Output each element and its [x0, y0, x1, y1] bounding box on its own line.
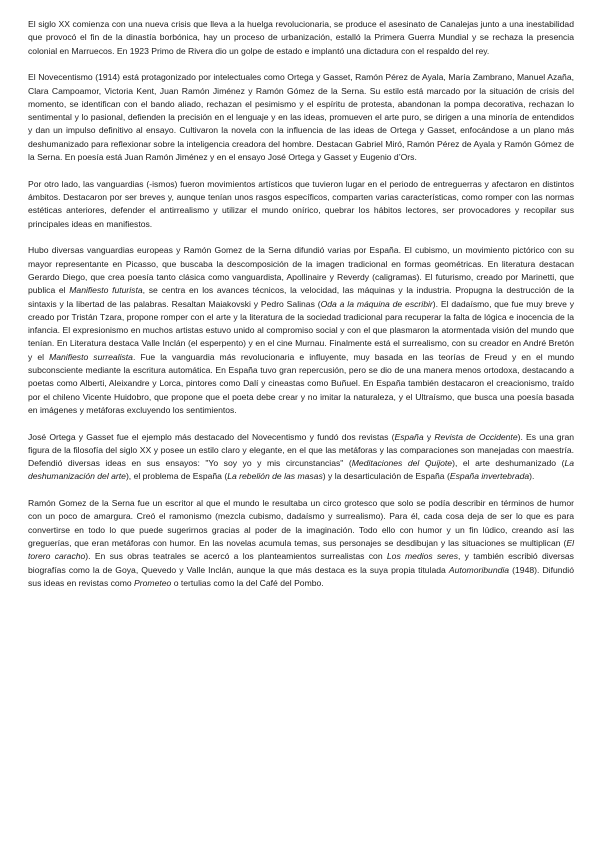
- paragraph-novecentismo: [28, 71, 574, 164]
- text-run: y: [423, 431, 435, 442]
- document-body: [28, 18, 574, 590]
- text-run: El Novecentismo (1914) está protagonizado por intelectuales como Ortega y Gasset, Ramón Pérez de Ayala, María Zambrano, Manuel Azaña, Clara Campoamor, Victoria Kent, Juan Ramón Jiménez y Ramón Gómez de la Serna. Su estilo está marcado por la situación de crisis del momento, se identifican con el bando aliado, rechazan el pesimismo y el espíritu de protesta, abandonan la pompa decorativa, rechazan lo sentimental y lo pasional, defienden la precisión en el lenguaje y en las ideas, promueven el arte puro, se dirigen a una minoría de entendidos y dan un impulso definitivo al ensayo. Cultivaron la novela con la influencia de las ideas de Ortega y Gasset, enfocándose a un plano más deshumanizado para reflexionar sobre la inteligencia creadora del hombre. Destacan Gabriel Miró, Ramón Pérez de Ayala y Ramón Gómez de la Serna. En poesía está Juan Ramón Jiménez y en el ensayo José Ortega y Gasset y Eugenio d’Ors.: [28, 72, 574, 163]
- italic-title-text: Manifiesto futurista: [69, 285, 143, 296]
- paragraph-ortega-y-gasset: [28, 431, 574, 484]
- italic-title-text: Prometeo: [134, 577, 172, 588]
- italic-title-text: La rebelión de las masas: [227, 471, 323, 482]
- text-run: ), el arte deshumanizado (: [452, 458, 565, 469]
- paragraph-context: [28, 18, 574, 58]
- paragraph-vanguardias: [28, 178, 574, 231]
- text-run: ), el problema de España (: [125, 471, 228, 482]
- italic-title-text: España invertebrada: [449, 471, 530, 482]
- italic-title-text: Manifiesto surrealista: [49, 351, 133, 362]
- text-run: Ramón Gomez de la Serna fue un escritor al que el mundo le resultaba un circo grotesco que solo se podía describir en términos de humor con un poco de amargura. Creó el ramonismo (mezcla cubismo, dadaísmo y surrealismo). Para él, cada cosa deja de ser lo que es para convertirse en todo lo que puede sugerirnos gracias al poder de la imaginación. Todo ello con humor y un fin lúdico, creando así las greguerías, que eran metáforas con humor. En las novelas acumula temas, sus personajes se desdibujan y las situaciones se multiplican (: [28, 498, 574, 549]
- paragraph-gomez-de-la-serna: [28, 497, 574, 590]
- text-run: , y también escribió diversas biografías como la de Goya, Quevedo y Valle Inclán, aunque la que más destaca es la suya propia titulada: [28, 551, 574, 575]
- text-run: ).: [529, 471, 535, 482]
- text-run: o tertulias como la del Café del Pombo.: [171, 577, 324, 588]
- italic-title-text: España: [394, 431, 424, 442]
- text-run: ). El dadaísmo, que fue muy breve y creado por Tristán Tzara, propone romper con el arte y la literatura de la sociedad tradicional para recuperar la falta de lógica e inocencia de la infancia. El expresionismo en muchos artistas estuvo unido al compromiso social y con el que plasmaron la atormentada visión del mundo que tenían. En Literatura destaca Valle Inclán (el esperpento) y en el cine Murnau. Finalmente está el surrealismo, con su creador en André Bretón y el: [28, 298, 575, 362]
- paragraph-european-vanguards: [28, 244, 574, 417]
- text-run: ). Es una gran figura de la filosofía del siglo XX y posee un estilo claro y elegante, en el que las metáforas y las comparaciones son manejadas con maestría. Defendió diversas ideas en sus ensayos: "Yo soy yo y mis circunstancias" (: [28, 431, 574, 469]
- text-run: El siglo XX comienza con una nueva crisis que lleva a la huelga revolucionaria, se produce el asesinato de Canalejas junto a una inestabilidad que provocó el fin de la dinastía borbónica, hay un proceso de urbanización, estalló la Primera Guerra Mundial y se rechaza la presencia colonial en Marruecos. En 1923 Primo de Rivera dio un golpe de estado e implantó una dictadura con el respaldo del rey.: [28, 19, 574, 56]
- text-run: Hubo diversas vanguardias europeas y Ramón Gomez de la Serna difundió varias por España. El cubismo, un movimiento pictórico con su mayor representante en Picasso, que buscaba la descomposición de la imagen tradicional en formas geométricas. En literatura destacan Gerardo Diego, que crea poesía tanto clásica como vanguardista, Apollinaire y Reverdy (caligramas). El futurismo, creado por Marinetti, que publica el: [28, 245, 574, 296]
- text-run: . Fue la vanguardia más revolucionaria e influyente, muy basada en las teorías de Freud y en el mundo subconsciente mediante la escritura automática. En España tuvo gran repercusión, pero se dio de una manera menos ortodoxa, destacando a poetas como Alberti, Aleixandre y Lorca, pintores como Dalí y cineastas como Buñuel. En España también destacaron el creacionismo, traído por el chileno Vicente Huidobro, que propone que el poeta debe crear y no imitar la naturaleza, y el Ultraísmo, que busca una poesía basada en imágenes y metáforas excluyendo los sentimientos.: [28, 351, 574, 415]
- italic-title-text: Oda a la máquina de escribir: [320, 298, 433, 309]
- text-run: (1948). Difundió sus ideas en revistas como: [28, 564, 574, 588]
- italic-title-text: La deshumanización del arte: [28, 458, 575, 482]
- text-run: Por otro lado, las vanguardias (-ismos) fueron movimientos artísticos que tuvieron lugar en el periodo de entreguerras y afectaron en distintos ámbitos. Destacaron por ser breves y, aunque tenían unos rasgos específicos, comparten varias características, como romper con las normas estéticas anteriores, defender el antirrealismo y utilizar el mundo onírico, quebrar los hábitos lectores, ser provocadores y recopilar sus principales ideas en manifiestos.: [28, 178, 574, 229]
- text-run: José Ortega y Gasset fue el ejemplo más destacado del Novecentismo y fundó dos revistas (: [28, 431, 395, 442]
- italic-title-text: Revista de Occidente: [434, 431, 518, 442]
- text-run: , se centra en los avances técnicos, la velocidad, las máquinas y la industria. Propugna la destrucción de la sintaxis y la libertad de las palabras. Resaltan Maiakovski y Pedro Salinas (: [28, 285, 575, 309]
- italic-title-text: Automoribundia: [448, 564, 510, 575]
- italic-title-text: Los medios seres: [386, 551, 459, 562]
- italic-title-text: Meditaciones del Quijote: [351, 458, 453, 469]
- italic-title-text: El torero caracho: [28, 538, 574, 562]
- text-run: ) y la desarticulación de España (: [322, 471, 450, 482]
- text-run: ). En sus obras teatrales se acercó a los planteamientos surrealistas con: [85, 551, 387, 562]
